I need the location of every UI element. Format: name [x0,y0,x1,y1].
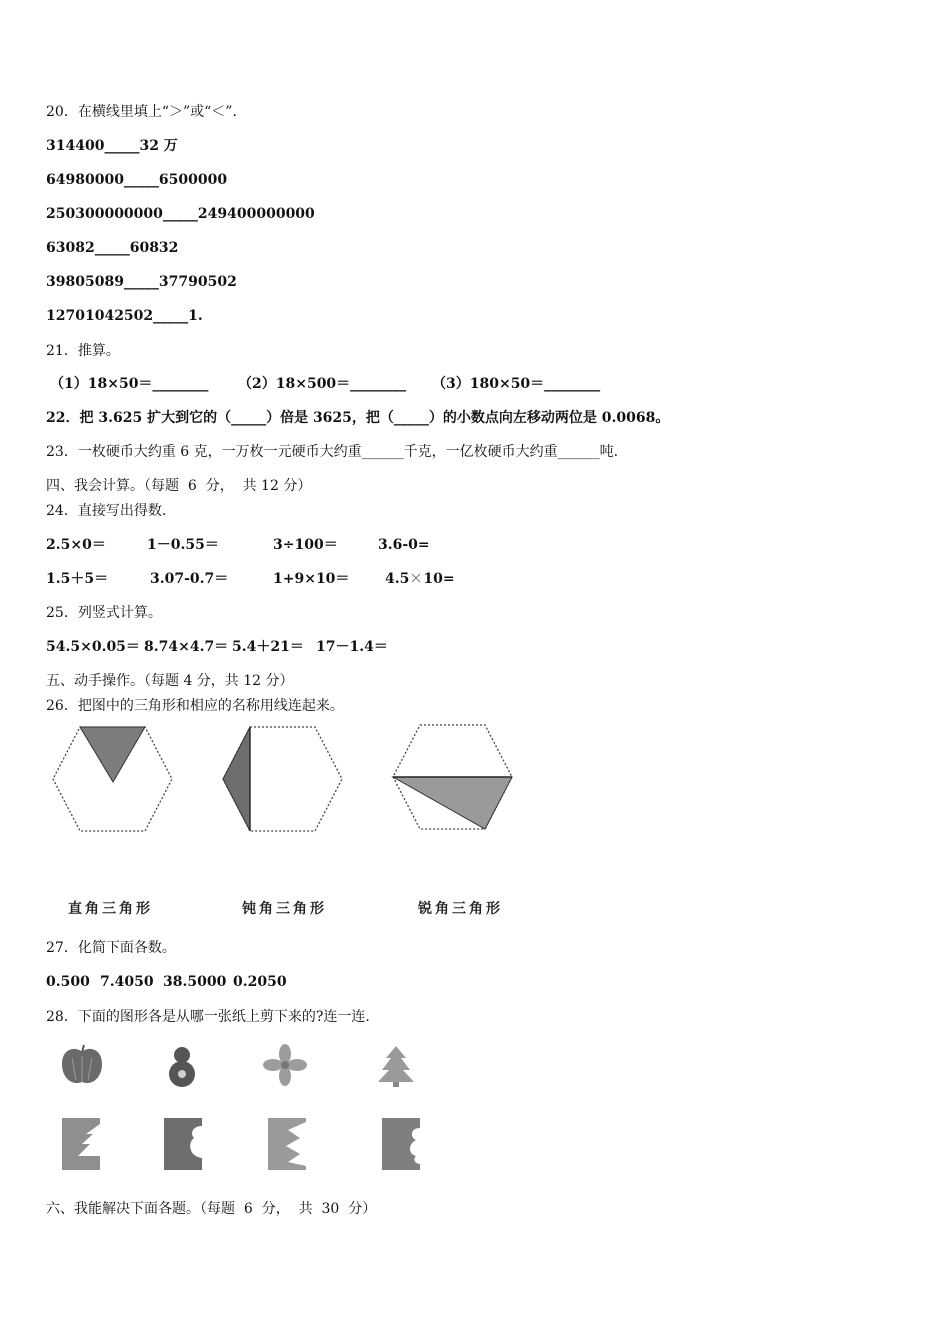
paper-sheet-tree-icon[interactable] [60,1116,102,1172]
q20-title: 20．在横线里填上“＞”或“＜”． [46,104,247,120]
label-acute-triangle[interactable]: 锐角三角形 [418,901,503,917]
q25-title: 25．列竖式计算。 [46,605,162,621]
label-obtuse-triangle[interactable]: 钝角三角形 [242,901,327,917]
q20-item-3[interactable]: 250300000000_____249400000000 [46,206,315,222]
hexagon-figure-1 [50,724,175,834]
q25-item-2[interactable]: 8.74×4.7＝ [144,639,229,655]
q24-r2-c4[interactable] [385,570,455,588]
q25-item-4[interactable]: 17－1.4＝ [316,639,388,655]
q20-item-4[interactable]: 63082_____60832 [46,240,179,256]
gourd-cutout-icon[interactable] [162,1042,202,1090]
hexagon-figure-2 [220,724,345,834]
q25-item-1[interactable]: 54.5×0.05＝ [46,639,140,655]
paper-sheet-gourd-icon[interactable] [162,1116,204,1172]
q20-item-5[interactable]: 39805089_____37790502 [46,274,237,290]
q27-item-1[interactable]: 0.500 [46,974,90,990]
tree-cutout-icon[interactable] [376,1044,416,1088]
q23-text[interactable]: 23．一枚硬币大约重 6 克，一万枚一元硬币大约重______千克，一亿枚硬币大约重______吨. [46,444,619,460]
q27-item-4[interactable]: 0.2050 [233,974,287,990]
multiply-sign-icon [410,572,422,584]
q24-r1-c2[interactable]: 1－0.55＝ [147,537,219,553]
q24-r2-c1[interactable]: 1.5＋5＝ [46,571,109,587]
triangle-obtuse-shaded [223,727,250,831]
q28-title: 28．下面的图形各是从哪一张纸上剪下来的?连一连. [46,1009,370,1025]
q22-text[interactable]: 22．把 3.625 扩大到它的（_____）倍是 3625，把（_____）的小数点向左移动两位是 0.0068。 [46,410,670,426]
triangle-right-shaded [80,727,145,782]
q21-item-3[interactable]: （3）180×50＝________ [432,376,601,392]
q27-item-3[interactable]: 38.5000 [163,974,227,990]
q20-item-6[interactable]: 12701042502_____1. [46,308,203,324]
paper-sheet-apple-icon[interactable] [266,1116,308,1172]
q20-item-2[interactable]: 64980000_____6500000 [46,172,228,188]
q21-title: 21．推算。 [46,343,120,359]
q21-item-1[interactable]: （1）18×50＝________ [50,376,209,392]
q24-r1-c3[interactable]: 3÷100＝ [273,537,338,553]
section4-title: 四、我会计算。（每题 6 分， 共 12 分） [46,478,312,494]
q24-r1-c4[interactable]: 3.6-0= [378,537,430,553]
flower-cutout-icon[interactable] [262,1043,308,1087]
q24-r2-c3[interactable]: 1+9×10＝ [273,571,350,587]
q24-r1-c1[interactable]: 2.5×0＝ [46,537,106,553]
paper-sheet-flower-icon[interactable] [380,1116,422,1172]
q24-r2-c4-tail: 10= [423,571,455,587]
q24-r2-c2[interactable]: 3.07-0.7＝ [150,571,229,587]
q20-item-1[interactable]: 314400_____32 万 [46,138,178,154]
q24-r2-c4-num: 4.5 [385,571,410,587]
triangle-acute-shaded [393,777,512,829]
label-right-triangle[interactable]: 直角三角形 [68,901,153,917]
q24-title: 24．直接写出得数. [46,503,167,519]
q26-title: 26．把图中的三角形和相应的名称用线连起来。 [46,698,344,714]
section6-title: 六、我能解决下面各题。（每题 6 分， 共 30 分） [46,1201,377,1217]
apple-cutout-icon[interactable] [58,1044,106,1088]
q21-item-2[interactable]: （2）18×500＝________ [238,376,407,392]
q27-item-2[interactable]: 7.4050 [100,974,154,990]
q27-title: 27．化简下面各数。 [46,940,176,956]
hexagon-figure-3 [390,722,515,832]
q25-item-3[interactable]: 5.4＋21＝ [232,639,304,655]
section5-title: 五、动手操作。（每题 4 分，共 12 分） [46,673,294,689]
